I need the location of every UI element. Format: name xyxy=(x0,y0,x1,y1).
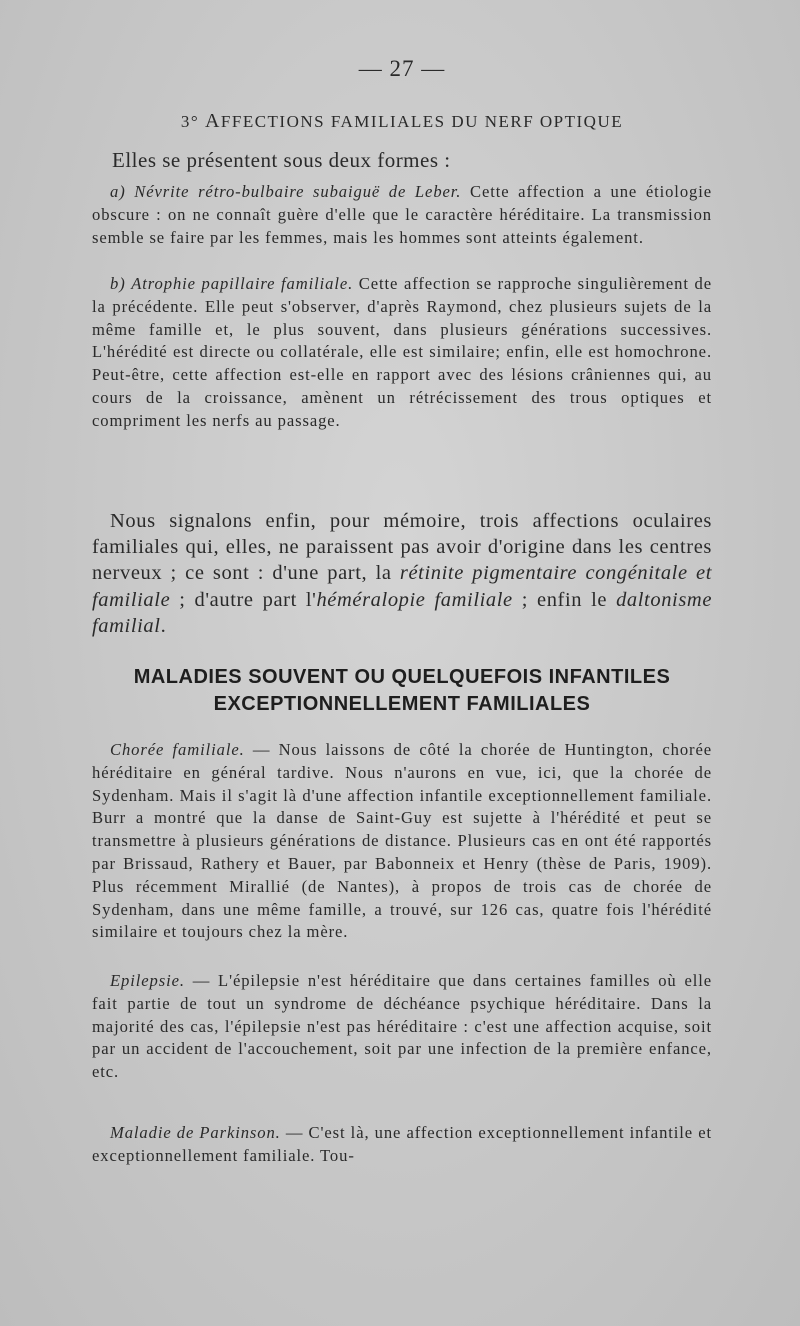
ocular-term-daltonisme: daltonisme familial xyxy=(92,588,713,637)
paragraph-form-b xyxy=(92,273,712,433)
form-a-title: Névrite rétro-bulbaire subaiguë de Leber. xyxy=(134,182,462,201)
paragraph-epilepsie xyxy=(92,970,712,1084)
form-b-label: b) xyxy=(110,274,126,293)
ocular-text-2: ; d'autre part l' xyxy=(170,588,317,611)
form-b-title: Atrophie papillaire familiale. xyxy=(131,274,354,293)
form-b-text: Cette affection se rapproche singulièrement de la précédente. Elle peut s'observer, d'après Raymond, chez plusieurs sujets de la même famille et, le plus souvent, dans plusieurs générations successives. L'hérédité est directe ou collatérale, elle est similaire; enfin, elle est homochrone. Peut-être, cette affection est-elle en rapport avec des lésions crâniennes qui, au cours de la croissance, amènent un rétrécissement des trous optiques et compriment les nerfs au passage. xyxy=(92,274,712,430)
ocular-text-3: ; enfin le xyxy=(512,588,617,611)
section-title-text: FFECTIONS FAMILIALES DU NERF OPTIQUE xyxy=(220,112,624,131)
form-a-label: a) xyxy=(110,182,126,201)
ocular-term-hemeralopie: héméralopie familiale xyxy=(316,588,513,611)
chapter-heading xyxy=(86,664,718,718)
ocular-text-1: Nous signalons enfin, pour mémoire, trois affections oculaires familiales qui, elles, ne paraissent pas avoir d'origine dans les centres nerveux ; ce sont : d'une part, la xyxy=(92,510,712,585)
paragraph-parkinson xyxy=(92,1122,712,1168)
ocular-text-4: . xyxy=(160,614,167,637)
chapter-heading-line-1: MALADIES SOUVENT OU QUELQUEFOIS INFANTILES xyxy=(133,666,671,688)
paragraph-ocular-affections xyxy=(92,508,712,639)
paragraph-choree xyxy=(92,739,712,944)
epilepsie-text: — L'épilepsie n'est héréditaire que dans certaines familles où elle fait partie de tout un syndrome de déchéance psychique héréditaire. Dans la majorité des cas, l'épilepsie n'est pas héréditaire : c'est une affection acquise, soit par un accident de l'accouchement, soit par une infection de la première enfance, etc. xyxy=(92,971,712,1082)
paragraph-form-a xyxy=(92,181,712,249)
intro-sentence: Elles se présentent sous deux formes : xyxy=(112,148,451,172)
parkinson-title: Maladie de Parkinson. xyxy=(110,1123,281,1142)
parkinson-text: — C'est là, une affection exceptionnellement infantile et exceptionnellement familiale. Tou- xyxy=(92,1123,712,1165)
chapter-heading-line-2: EXCEPTIONNELLEMENT FAMILIALES xyxy=(213,693,591,715)
choree-text: — Nous laissons de côté la chorée de Huntington, chorée héréditaire en général tardive. Nous n'aurons en vue, ici, que la chorée de Sydenham. Mais il s'agit là d'une affection infantile exceptionnellement familiale. Burr a montré que la danse de Saint-Guy est sujette à l'hérédité et peut se transmettre à plusieurs générations de distance. Plusieurs cas en ont été rapportés par Brissaud, Rathery et Bauer, par Babonneix et Henry (thèse de Paris, 1909). Plus récemment Mirallié (de Nantes), à propos de trois cas de chorée de Sydenham, dans une même famille, a trouvé, sur 126 cas, quatre fois l'hérédité similaire et toujours chez la mère. xyxy=(92,740,712,942)
choree-title: Chorée familiale. xyxy=(110,740,245,759)
section-title-initial: A xyxy=(204,110,221,132)
section-number: 3° xyxy=(180,112,200,131)
page-number: — 27 — xyxy=(358,56,446,81)
ocular-term-retinite: rétinite pigmentaire congénitale et familiale xyxy=(92,562,712,611)
epilepsie-title: Epilepsie. xyxy=(110,971,185,990)
section-title xyxy=(92,110,712,133)
form-a-text: Cette affection a une étiologie obscure : on ne connaît guère d'elle que le caractère héréditaire. La transmission semble se faire par les femmes, mais les hommes sont atteints également. xyxy=(92,182,712,247)
